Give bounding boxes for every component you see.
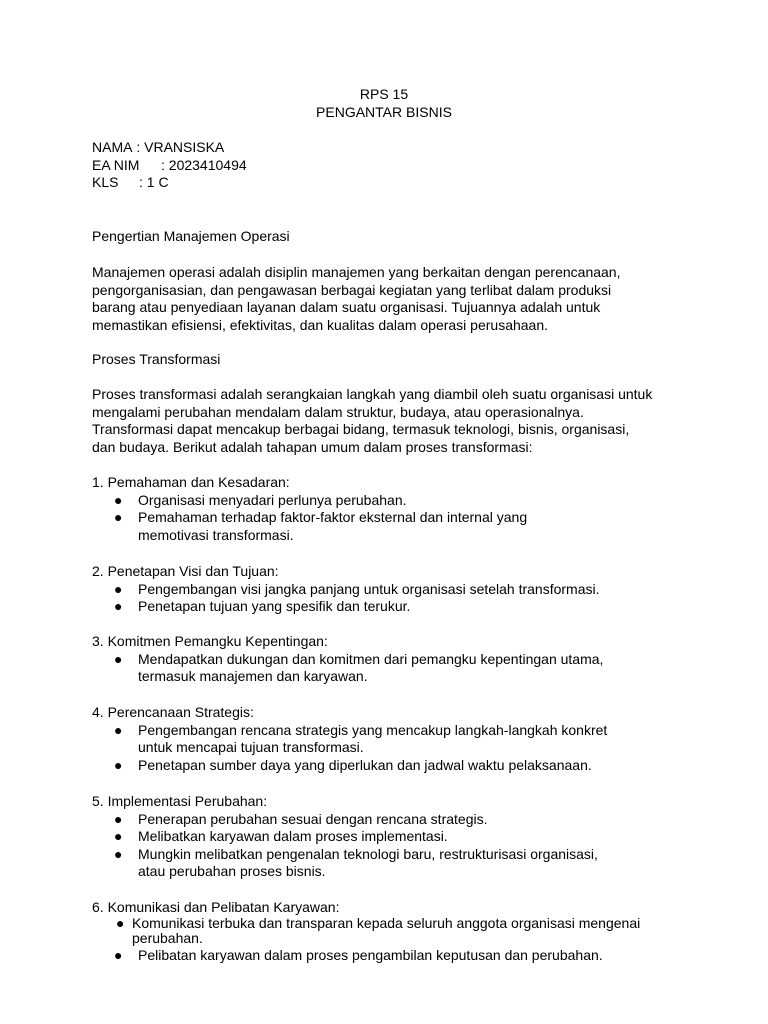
paragraph-line: Proses transformasi adalah serangkaian langkah yang diambil oleh suatu organisasi untuk [92, 386, 653, 402]
paragraph-manajemen-operasi [92, 264, 682, 334]
title-line-1: RPS 15 [359, 86, 409, 102]
list-item-text: termasuk manajemen dan karyawan. [138, 668, 368, 684]
list-item-text: Organisasi menyadari perlunya perubahan. [138, 491, 407, 508]
list-item-text: atau perubahan proses bisnis. [138, 863, 326, 879]
bullet-icon: ● [116, 915, 125, 931]
list-item-text: Penetapan sumber daya yang diperlukan dan jadwal waktu pelaksanaan. [138, 756, 592, 773]
paragraph-line: barang atau penyediaan layanan dalam suatu organisasi. Tujuannya adalah untuk [92, 299, 601, 315]
paragraph-line: mengalami perubahan mendalam dalam struktur, budaya, atau operasionalnya. [92, 403, 584, 420]
list-item [92, 581, 692, 599]
list-item-text: Mungkin melibatkan pengenalan teknologi baru, restrukturisasi organisasi, [138, 845, 598, 862]
name-label: NAMA [92, 139, 133, 155]
list-item [92, 811, 692, 829]
paragraph-proses-transformasi [92, 386, 682, 456]
step-1 [92, 474, 692, 544]
list-item [92, 948, 692, 963]
list-item-text: Penetapan tujuan yang spesifik dan terukur. [138, 598, 411, 614]
nim-value: : 2023410494 [161, 156, 247, 173]
list-item [92, 828, 692, 846]
step-2 [92, 563, 692, 616]
list-item [92, 651, 692, 686]
step-5 [92, 793, 692, 881]
step-title: 3. Komitmen Pemangku Kepentingan: [92, 633, 328, 649]
title-line-2: PENGANTAR BISNIS [316, 103, 452, 120]
bullet-icon: ● [114, 721, 123, 738]
list-item-text: Pengembangan rencana strategis yang mencakup langkah-langkah konkret [138, 721, 608, 738]
document-title [0, 86, 768, 121]
list-item-text: Penerapan perubahan sesuai dengan rencana strategis. [138, 810, 488, 827]
name-value: VRANSISKA [144, 139, 225, 155]
bullet-list [92, 651, 692, 686]
step-title: 4. Perencanaan Strategis: [92, 704, 254, 720]
bullet-icon: ● [114, 580, 123, 597]
bullet-icon: ● [114, 947, 123, 963]
list-item [92, 492, 692, 510]
section-heading-proses-transformasi: Proses Transformasi [92, 351, 221, 367]
list-item-text: Komunikasi terbuka dan transparan kepada seluruh anggota organisasi mengenai [132, 915, 641, 931]
class-value: : 1 C [139, 174, 169, 190]
nim-label: EA NIM [92, 156, 140, 173]
bullet-icon: ● [114, 828, 123, 844]
bullet-icon: ● [114, 756, 123, 773]
list-item-text: Pemahaman terhadap faktor-faktor eksternal dan internal yang [138, 509, 528, 525]
bullet-icon: ● [114, 810, 123, 827]
list-item-text: perubahan. [132, 930, 203, 946]
list-item [92, 757, 692, 775]
bullet-icon: ● [114, 509, 123, 525]
paragraph-line: Transformasi dapat mencakup berbagai bidang, termasuk teknologi, bisnis, organisasi, [92, 421, 630, 437]
list-item-text: Mendapatkan dukungan dan komitmen dari pemangku kepentingan utama, [138, 650, 604, 667]
step-title: 6. Komunikasi dan Pelibatan Karyawan: [92, 899, 340, 915]
paragraph-line: memastikan efisiensi, efektivitas, dan kualitas dalam operasi perusahaan. [92, 316, 549, 333]
bullet-list [92, 492, 692, 545]
list-item [92, 509, 692, 544]
section-heading-manajemen-operasi: Pengertian Manajemen Operasi [92, 228, 290, 244]
bullet-list [92, 811, 692, 881]
list-item-text: memotivasi transformasi. [138, 526, 294, 543]
list-item [92, 722, 692, 757]
bullet-list [92, 581, 692, 616]
step-title: 5. Implementasi Perubahan: [92, 793, 268, 809]
class-row [92, 174, 247, 192]
bullet-list [92, 722, 692, 775]
step-title: 1. Pemahaman dan Kesadaran: [92, 474, 290, 490]
paragraph-line: pengorganisasian, dan pengawasan berbagai kegiatan yang terlibat dalam produksi [92, 281, 612, 298]
step-3 [92, 633, 692, 686]
class-label: KLS [92, 174, 119, 190]
bullet-icon: ● [114, 845, 123, 862]
list-item-text: Melibatkan karyawan dalam proses implementasi. [138, 828, 448, 844]
step-title: 2. Penetapan Visi dan Tujuan: [92, 563, 279, 579]
list-item [92, 846, 692, 881]
bullet-icon: ● [114, 650, 123, 667]
bullet-icon: ● [114, 598, 123, 614]
paragraph-line: Manajemen operasi adalah disiplin manajemen yang berkaitan dengan perencanaan, [92, 264, 621, 280]
name-row: NAMA : VRANSISKA [92, 139, 225, 155]
nim-row [92, 157, 247, 175]
list-item-text: Pelibatan karyawan dalam proses pengambilan keputusan dan perubahan. [138, 947, 603, 963]
list-item-text: Pengembangan visi jangka panjang untuk organisasi setelah transformasi. [138, 580, 600, 597]
list-item [92, 916, 692, 946]
bullet-icon: ● [114, 491, 123, 508]
list-item-text: untuk mencapai tujuan transformasi. [138, 739, 364, 755]
step-4 [92, 704, 692, 774]
list-item [92, 598, 692, 616]
step-6 [92, 899, 692, 963]
bullet-list [92, 916, 692, 963]
paragraph-line: dan budaya. Berikut adalah tahapan umum dalam proses transformasi: [92, 438, 533, 455]
student-info [92, 139, 247, 192]
